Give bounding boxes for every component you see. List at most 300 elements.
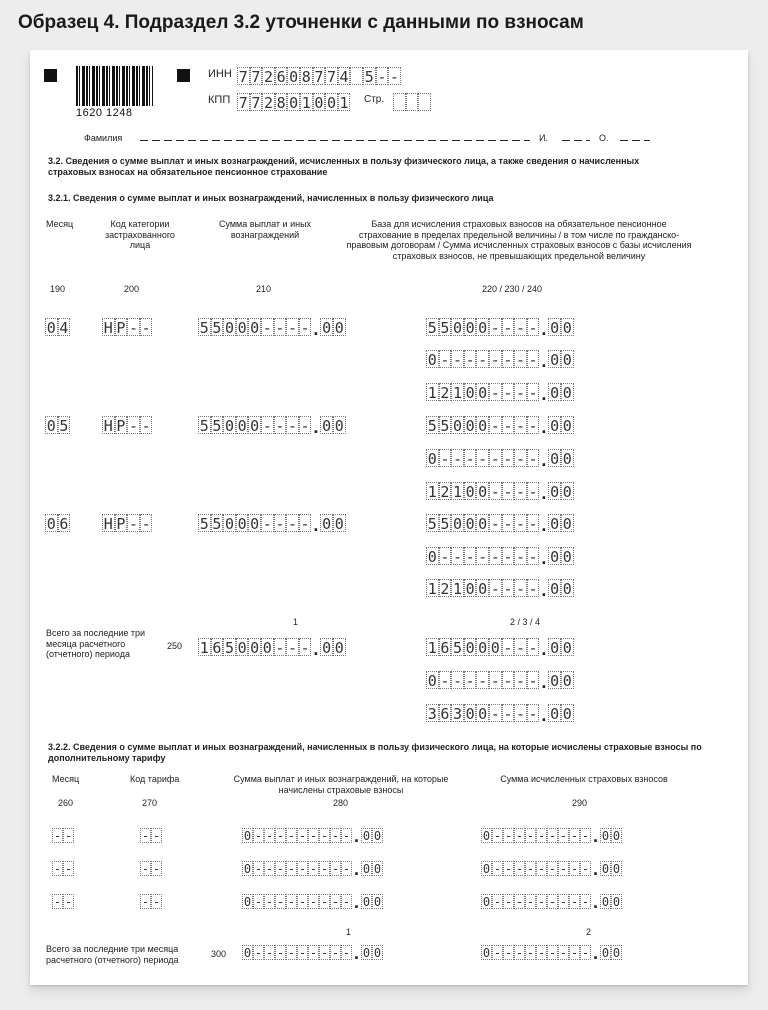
char-cell: 5 bbox=[440, 515, 450, 533]
form-sheet bbox=[30, 50, 748, 985]
char-cell: 0 bbox=[427, 548, 437, 566]
char-cell: 0 bbox=[550, 548, 560, 566]
char-cell: 0 bbox=[250, 515, 260, 533]
char-cell: 0 bbox=[373, 946, 382, 960]
char-cell: - bbox=[152, 862, 161, 876]
col-month-header-322: Месяц bbox=[52, 774, 80, 784]
char-cell: - bbox=[342, 895, 351, 909]
char-cell: - bbox=[276, 862, 285, 876]
sum-field-322[interactable] bbox=[242, 826, 383, 846]
decimal-point: . bbox=[541, 384, 547, 404]
month-field-322[interactable] bbox=[52, 893, 74, 909]
char-cell: - bbox=[298, 895, 307, 909]
corner-marker bbox=[44, 69, 57, 82]
decimal-point: . bbox=[353, 892, 359, 912]
decimal-point: . bbox=[541, 705, 547, 725]
char-cell: - bbox=[581, 862, 590, 876]
decimal-point: . bbox=[592, 859, 598, 879]
char-cell: - bbox=[528, 515, 538, 533]
char-cell: 0 bbox=[562, 515, 572, 533]
char-cell: - bbox=[559, 862, 568, 876]
char-cell: 5 bbox=[452, 639, 462, 657]
char-cell: 0 bbox=[562, 548, 572, 566]
char-cell: 0 bbox=[562, 639, 572, 657]
total-label: Всего за последние три месяца расчетного (отчетного) периода bbox=[46, 628, 146, 659]
char-cell: 0 bbox=[612, 895, 621, 909]
page-title: Образец 4. Подраздел 3.2 уточненки с данными по взносам bbox=[18, 12, 584, 33]
char-cell: - bbox=[515, 895, 524, 909]
char-cell: - bbox=[141, 515, 151, 533]
decimal-point: . bbox=[541, 319, 547, 339]
char-cell: 0 bbox=[550, 672, 560, 690]
sum-field[interactable] bbox=[198, 414, 346, 437]
tariff-field[interactable] bbox=[140, 860, 162, 876]
char-cell: - bbox=[526, 829, 535, 843]
total-base-gpd-field[interactable] bbox=[426, 669, 574, 692]
decimal-point: . bbox=[313, 319, 319, 339]
char-cell: - bbox=[275, 639, 285, 657]
char-cell: 0 bbox=[427, 450, 437, 468]
char-cell: 5 bbox=[224, 639, 234, 657]
char-cell: 8 bbox=[301, 68, 311, 86]
char-cell: - bbox=[287, 862, 296, 876]
base-gpd-field[interactable] bbox=[426, 545, 574, 568]
char-cell: 0 bbox=[322, 319, 332, 337]
char-cell: 0 bbox=[334, 417, 344, 435]
char-cell: - bbox=[490, 580, 500, 598]
char-cell: - bbox=[53, 829, 62, 843]
contribution-field[interactable] bbox=[426, 577, 574, 600]
char-cell: - bbox=[440, 450, 450, 468]
char-cell: - bbox=[493, 862, 502, 876]
char-cell: - bbox=[275, 417, 285, 435]
char-cell: 0 bbox=[478, 639, 488, 657]
char-cell: - bbox=[515, 705, 525, 723]
char-cell: - bbox=[528, 580, 538, 598]
char-cell: 0 bbox=[46, 417, 56, 435]
char-cell: 0 bbox=[237, 319, 247, 337]
total-sum-field-322[interactable] bbox=[242, 943, 383, 963]
char-cell: - bbox=[570, 862, 579, 876]
month-field[interactable] bbox=[45, 414, 70, 434]
char-cell: 0 bbox=[550, 450, 560, 468]
char-cell: - bbox=[300, 639, 310, 657]
char-cell: 0 bbox=[243, 862, 252, 876]
char-cell: 1 bbox=[452, 483, 462, 501]
char-cell: - bbox=[141, 417, 151, 435]
char-cell: - bbox=[128, 515, 138, 533]
char-cell: - bbox=[342, 829, 351, 843]
char-cell: - bbox=[389, 68, 399, 86]
contrib-field[interactable] bbox=[481, 892, 622, 912]
char-cell: - bbox=[298, 829, 307, 843]
char-cell: 0 bbox=[478, 515, 488, 533]
char-cell: - bbox=[300, 417, 310, 435]
char-cell: 2 bbox=[440, 483, 450, 501]
total-base-field[interactable] bbox=[426, 636, 574, 659]
sum-field[interactable] bbox=[198, 316, 346, 339]
name-label: И. bbox=[539, 133, 548, 143]
char-cell: 0 bbox=[237, 639, 247, 657]
char-cell: 6 bbox=[212, 639, 222, 657]
char-cell: - bbox=[287, 515, 297, 533]
char-cell: 5 bbox=[199, 515, 209, 533]
char-cell: - bbox=[275, 515, 285, 533]
char-cell: 0 bbox=[237, 515, 247, 533]
char-cell: 0 bbox=[243, 946, 252, 960]
char-cell: 2 bbox=[263, 94, 273, 112]
char-cell: 0 bbox=[550, 580, 560, 598]
char-cell: 0 bbox=[612, 862, 621, 876]
char-cell: - bbox=[128, 319, 138, 337]
char-cell: 0 bbox=[550, 705, 560, 723]
char-cell: 5 bbox=[427, 319, 437, 337]
code-200: 200 bbox=[124, 284, 140, 294]
char-cell: 0 bbox=[550, 319, 560, 337]
char-cell: - bbox=[309, 829, 318, 843]
col-month-header: Месяц bbox=[46, 219, 74, 229]
char-cell: - bbox=[548, 862, 557, 876]
col-sum-header-322: Сумма выплат и иных вознаграждений, на которые начислены страховые взносы bbox=[233, 774, 449, 795]
char-cell: - bbox=[559, 946, 568, 960]
char-cell: 0 bbox=[46, 319, 56, 337]
char-cell: - bbox=[377, 68, 387, 86]
code-280: 280 bbox=[333, 798, 349, 808]
char-cell: - bbox=[490, 351, 500, 369]
total-col-1: 1 bbox=[293, 617, 299, 627]
char-cell: - bbox=[64, 895, 73, 909]
char-cell: - bbox=[503, 384, 513, 402]
total-contrib-field[interactable] bbox=[481, 943, 622, 963]
char-cell: 0 bbox=[224, 417, 234, 435]
tariff-field[interactable] bbox=[140, 893, 162, 909]
char-cell: - bbox=[478, 450, 488, 468]
base-field[interactable] bbox=[426, 414, 574, 437]
char-cell: - bbox=[503, 639, 513, 657]
char-cell: 1 bbox=[199, 639, 209, 657]
month-field[interactable] bbox=[45, 512, 70, 532]
char-cell: - bbox=[528, 548, 538, 566]
char-cell: - bbox=[581, 895, 590, 909]
char-cell: 0 bbox=[465, 639, 475, 657]
char-cell: - bbox=[503, 483, 513, 501]
tariff-field[interactable] bbox=[140, 827, 162, 843]
char-cell: - bbox=[503, 515, 513, 533]
char-cell: - bbox=[452, 672, 462, 690]
barcode-number: 1620 1248 bbox=[76, 107, 133, 119]
char-cell: - bbox=[490, 417, 500, 435]
section-title: 3.2. Сведения о сумме выплат и иных вознаграждений, исчисленных в пользу физического лица, а также сведения о начисленных страховых взносах на обязательное пенсионное страхование bbox=[48, 156, 640, 177]
category-field[interactable] bbox=[102, 316, 152, 336]
char-cell: 4 bbox=[339, 68, 349, 86]
char-cell: 0 bbox=[465, 705, 475, 723]
char-cell: - bbox=[152, 829, 161, 843]
month-field-322[interactable] bbox=[52, 827, 74, 843]
page-field[interactable] bbox=[393, 91, 431, 111]
char-cell: 5 bbox=[440, 319, 450, 337]
char-cell: 0 bbox=[562, 351, 572, 369]
col-tariff-header: Код тарифа bbox=[130, 774, 180, 784]
char-cell: 0 bbox=[322, 417, 332, 435]
char-cell: Н bbox=[103, 515, 113, 533]
char-cell: 5 bbox=[440, 417, 450, 435]
char-cell: 7 bbox=[238, 94, 248, 112]
col-base-header: База для исчисления страховых взносов на обязательное пенсионное страхование в пределах предельной величины / в том числе по гражданско-правовым договорам / Сумма исчисленных страховых взносов с базы исчисления страховых взносов, не превышающих предельной величину bbox=[346, 219, 692, 261]
month-field[interactable] bbox=[45, 316, 70, 336]
contribution-field[interactable] bbox=[426, 381, 574, 404]
kpp-label: КПП bbox=[208, 94, 231, 106]
char-cell: 1 bbox=[427, 483, 437, 501]
char-cell: 0 bbox=[250, 319, 260, 337]
contrib-field[interactable] bbox=[481, 826, 622, 846]
char-cell: 7 bbox=[326, 68, 336, 86]
char-cell: 0 bbox=[362, 946, 371, 960]
sum-field-322[interactable] bbox=[242, 859, 383, 879]
char-cell: - bbox=[548, 895, 557, 909]
total-col-234: 2 / 3 / 4 bbox=[510, 617, 541, 627]
char-cell: - bbox=[515, 946, 524, 960]
char-cell: 0 bbox=[550, 384, 560, 402]
char-cell: - bbox=[320, 895, 329, 909]
char-cell: - bbox=[465, 450, 475, 468]
char-cell: 0 bbox=[562, 417, 572, 435]
decimal-point: . bbox=[592, 943, 598, 963]
char-cell: 0 bbox=[314, 94, 324, 112]
sum-field[interactable] bbox=[198, 512, 346, 535]
decimal-point: . bbox=[592, 892, 598, 912]
code-270: 270 bbox=[142, 798, 158, 808]
char-cell: 0 bbox=[465, 319, 475, 337]
decimal-point: . bbox=[541, 639, 547, 659]
char-cell: - bbox=[493, 946, 502, 960]
char-cell: 0 bbox=[224, 515, 234, 533]
char-cell: - bbox=[515, 580, 525, 598]
char-cell: - bbox=[331, 862, 340, 876]
base-field[interactable] bbox=[426, 316, 574, 339]
char-cell: 0 bbox=[373, 829, 382, 843]
char-cell: - bbox=[503, 351, 513, 369]
char-cell: 0 bbox=[262, 639, 272, 657]
char-cell: 0 bbox=[550, 483, 560, 501]
category-field[interactable] bbox=[102, 414, 152, 434]
char-cell: - bbox=[581, 946, 590, 960]
patronymic-field[interactable] bbox=[620, 140, 650, 141]
base-gpd-field[interactable] bbox=[426, 348, 574, 371]
char-cell: - bbox=[342, 946, 351, 960]
name-field[interactable] bbox=[562, 140, 590, 141]
char-cell: 2 bbox=[440, 580, 450, 598]
char-cell: 0 bbox=[601, 946, 610, 960]
char-cell: 0 bbox=[562, 672, 572, 690]
total-322-col-1: 1 bbox=[346, 927, 352, 937]
surname-field[interactable] bbox=[140, 140, 530, 141]
contribution-field[interactable] bbox=[426, 480, 574, 503]
base-field[interactable] bbox=[426, 512, 574, 535]
char-cell: 1 bbox=[452, 580, 462, 598]
char-cell: - bbox=[515, 450, 525, 468]
char-cell: 7 bbox=[251, 94, 261, 112]
char-cell: 0 bbox=[465, 580, 475, 598]
char-cell: - bbox=[452, 351, 462, 369]
char-cell: - bbox=[515, 829, 524, 843]
char-cell: - bbox=[515, 862, 524, 876]
char-cell: - bbox=[515, 672, 525, 690]
col-sum-header: Сумма выплат и иных вознаграждений bbox=[218, 219, 312, 240]
char-cell: 6 bbox=[276, 68, 286, 86]
char-cell: 0 bbox=[478, 705, 488, 723]
char-cell: 0 bbox=[373, 862, 382, 876]
char-cell: - bbox=[440, 672, 450, 690]
char-cell: 0 bbox=[550, 351, 560, 369]
char-cell: - bbox=[515, 515, 525, 533]
char-cell: 0 bbox=[478, 417, 488, 435]
char-cell: 0 bbox=[465, 417, 475, 435]
char-cell: 0 bbox=[250, 639, 260, 657]
char-cell: - bbox=[490, 515, 500, 533]
sum-field-322[interactable] bbox=[242, 892, 383, 912]
char-cell: Р bbox=[116, 319, 126, 337]
char-cell: - bbox=[452, 548, 462, 566]
total-contribution-field[interactable] bbox=[426, 702, 574, 725]
char-cell: - bbox=[515, 351, 525, 369]
decimal-point: . bbox=[313, 417, 319, 437]
char-cell: - bbox=[452, 450, 462, 468]
char-cell: 0 bbox=[326, 94, 336, 112]
decimal-point: . bbox=[592, 826, 598, 846]
char-cell: - bbox=[320, 946, 329, 960]
char-cell: 5 bbox=[212, 515, 222, 533]
char-cell: 0 bbox=[322, 515, 332, 533]
char-cell: - bbox=[526, 895, 535, 909]
char-cell: - bbox=[537, 862, 546, 876]
char-cell: 1 bbox=[427, 580, 437, 598]
month-field-322[interactable] bbox=[52, 860, 74, 876]
char-cell: - bbox=[287, 829, 296, 843]
char-cell: - bbox=[570, 895, 579, 909]
char-cell: - bbox=[265, 829, 274, 843]
char-cell: - bbox=[287, 895, 296, 909]
char-cell: 6 bbox=[440, 705, 450, 723]
char-cell: 0 bbox=[243, 829, 252, 843]
char-cell: Р bbox=[116, 417, 126, 435]
char-cell: - bbox=[490, 672, 500, 690]
char-cell: 5 bbox=[427, 515, 437, 533]
decimal-point: . bbox=[313, 639, 319, 659]
char-cell: 0 bbox=[465, 483, 475, 501]
char-cell: - bbox=[528, 319, 538, 337]
code-190: 190 bbox=[50, 284, 66, 294]
char-cell: Н bbox=[103, 319, 113, 337]
char-cell: - bbox=[528, 417, 538, 435]
char-cell: 0 bbox=[601, 862, 610, 876]
char-cell: - bbox=[528, 483, 538, 501]
char-cell: 0 bbox=[362, 862, 371, 876]
total-sum-field[interactable] bbox=[198, 636, 346, 659]
char-cell: 0 bbox=[224, 319, 234, 337]
char-cell: 5 bbox=[364, 68, 374, 86]
char-cell: 0 bbox=[373, 895, 382, 909]
char-cell: 1 bbox=[301, 94, 311, 112]
char-cell bbox=[406, 93, 419, 111]
decimal-point: . bbox=[541, 450, 547, 470]
char-cell: 0 bbox=[465, 515, 475, 533]
char-cell: - bbox=[265, 862, 274, 876]
char-cell: 0 bbox=[550, 639, 560, 657]
char-cell: - bbox=[528, 351, 538, 369]
char-cell: - bbox=[254, 946, 263, 960]
decimal-point: . bbox=[353, 943, 359, 963]
char-cell: - bbox=[490, 384, 500, 402]
char-cell: 0 bbox=[601, 895, 610, 909]
char-cell: - bbox=[309, 895, 318, 909]
char-cell: - bbox=[548, 946, 557, 960]
code-250: 250 bbox=[167, 641, 183, 651]
char-cell: - bbox=[559, 895, 568, 909]
char-cell: 0 bbox=[482, 862, 491, 876]
char-cell bbox=[350, 67, 363, 85]
decimal-point: . bbox=[353, 859, 359, 879]
char-cell: 0 bbox=[427, 672, 437, 690]
char-cell: - bbox=[440, 351, 450, 369]
char-cell: - bbox=[300, 319, 310, 337]
char-cell: - bbox=[515, 548, 525, 566]
char-cell: 0 bbox=[562, 450, 572, 468]
char-cell: - bbox=[53, 862, 62, 876]
char-cell: - bbox=[515, 483, 525, 501]
kpp-field[interactable] bbox=[237, 91, 350, 111]
char-cell: - bbox=[64, 829, 73, 843]
char-cell: 5 bbox=[59, 417, 69, 435]
char-cell: 0 bbox=[334, 515, 344, 533]
decimal-point: . bbox=[541, 515, 547, 535]
char-cell: 0 bbox=[550, 417, 560, 435]
total-322-col-2: 2 bbox=[586, 927, 592, 937]
category-field[interactable] bbox=[102, 512, 152, 532]
char-cell: - bbox=[493, 895, 502, 909]
char-cell: 0 bbox=[478, 483, 488, 501]
char-cell: - bbox=[320, 829, 329, 843]
char-cell: 0 bbox=[334, 319, 344, 337]
char-cell: - bbox=[490, 319, 500, 337]
char-cell: - bbox=[537, 946, 546, 960]
char-cell: - bbox=[504, 895, 513, 909]
inn-field[interactable] bbox=[237, 65, 401, 85]
decimal-point: . bbox=[541, 580, 547, 600]
decimal-point: . bbox=[313, 515, 319, 535]
char-cell: - bbox=[440, 548, 450, 566]
subsection-321-title: 3.2.1. Сведения о сумме выплат и иных вознаграждений, начисленных в пользу физического лица bbox=[48, 193, 494, 203]
col-category-header: Код категории застрахованного лица bbox=[105, 219, 175, 250]
char-cell: 0 bbox=[562, 705, 572, 723]
char-cell: - bbox=[465, 672, 475, 690]
corner-marker bbox=[177, 69, 190, 82]
char-cell: - bbox=[53, 895, 62, 909]
char-cell: 0 bbox=[562, 580, 572, 598]
char-cell: 5 bbox=[212, 319, 222, 337]
char-cell: - bbox=[254, 862, 263, 876]
base-gpd-field[interactable] bbox=[426, 447, 574, 470]
char-cell: - bbox=[141, 862, 150, 876]
char-cell: 4 bbox=[59, 319, 69, 337]
char-cell: 3 bbox=[452, 705, 462, 723]
char-cell: - bbox=[275, 319, 285, 337]
char-cell: - bbox=[152, 895, 161, 909]
contrib-field[interactable] bbox=[481, 859, 622, 879]
char-cell: 0 bbox=[289, 94, 299, 112]
code-210: 210 bbox=[256, 284, 272, 294]
char-cell: - bbox=[537, 829, 546, 843]
char-cell: - bbox=[331, 895, 340, 909]
